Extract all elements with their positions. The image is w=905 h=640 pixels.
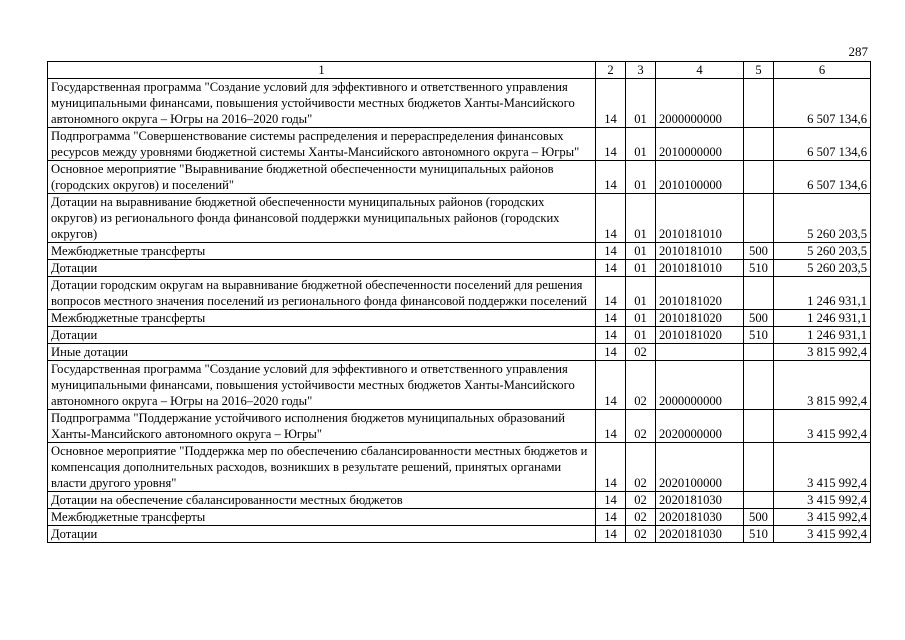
section-code: 14 (596, 443, 626, 492)
amount: 1 246 931,1 (774, 310, 871, 327)
subsection-code: 01 (626, 277, 656, 310)
expense-type-code (744, 361, 774, 410)
expense-type-code: 510 (744, 526, 774, 543)
section-code: 14 (596, 128, 626, 161)
expense-type-code: 500 (744, 243, 774, 260)
section-code: 14 (596, 526, 626, 543)
budget-table (47, 61, 871, 543)
target-article-code (656, 344, 744, 361)
subsection-code: 02 (626, 344, 656, 361)
table-row (48, 79, 871, 128)
table-row (48, 361, 871, 410)
amount: 3 415 992,4 (774, 410, 871, 443)
row-name: Подпрограмма "Поддержание устойчивого исполнения бюджетов муниципальных образований Ханты-Мансийского автономного округа – Югры" (48, 410, 596, 443)
subsection-code: 02 (626, 526, 656, 543)
subsection-code: 02 (626, 509, 656, 526)
section-code: 14 (596, 79, 626, 128)
column-header: 1 (48, 62, 596, 79)
row-name: Дотации (48, 260, 596, 277)
subsection-code: 01 (626, 327, 656, 344)
section-code: 14 (596, 344, 626, 361)
amount: 6 507 134,6 (774, 161, 871, 194)
amount: 3 415 992,4 (774, 509, 871, 526)
row-name: Межбюджетные трансферты (48, 509, 596, 526)
target-article-code: 2000000000 (656, 79, 744, 128)
column-header: 6 (774, 62, 871, 79)
expense-type-code (744, 161, 774, 194)
amount: 6 507 134,6 (774, 128, 871, 161)
amount: 3 815 992,4 (774, 344, 871, 361)
row-name: Иные дотации (48, 344, 596, 361)
row-name: Подпрограмма "Совершенствование системы распределения и перераспределения финансовых ресурсов между уровнями бюджетной системы Ханты-Мансийского автономного округа – Югры" (48, 128, 596, 161)
target-article-code: 2010181020 (656, 310, 744, 327)
table-row (48, 526, 871, 543)
row-name: Государственная программа "Создание условий для эффективного и ответственного управления муниципальными финансами, повышения устойчивости местных бюджетов Ханты-Мансийского автономного округа – Югры на 2016–2020 годы" (48, 361, 596, 410)
row-name: Межбюджетные трансферты (48, 310, 596, 327)
section-code: 14 (596, 509, 626, 526)
expense-type-code (744, 410, 774, 443)
row-name: Основное мероприятие "Выравнивание бюджетной обеспеченности муниципальных районов (городских округов) и поселений" (48, 161, 596, 194)
target-article-code: 2010000000 (656, 128, 744, 161)
section-code: 14 (596, 361, 626, 410)
amount: 5 260 203,5 (774, 243, 871, 260)
table-row (48, 260, 871, 277)
table-row (48, 327, 871, 344)
expense-type-code (744, 492, 774, 509)
subsection-code: 01 (626, 260, 656, 277)
section-code: 14 (596, 260, 626, 277)
subsection-code: 01 (626, 161, 656, 194)
column-header: 4 (656, 62, 744, 79)
amount: 6 507 134,6 (774, 79, 871, 128)
section-code: 14 (596, 492, 626, 509)
column-header: 2 (596, 62, 626, 79)
table-row (48, 443, 871, 492)
row-name: Дотации (48, 327, 596, 344)
target-article-code: 2010181010 (656, 194, 744, 243)
target-article-code: 2020181030 (656, 509, 744, 526)
row-name: Государственная программа "Создание условий для эффективного и ответственного управления муниципальными финансами, повышения устойчивости местных бюджетов Ханты-Мансийского автономного округа – Югры на 2016–2020 годы" (48, 79, 596, 128)
header-row (48, 62, 871, 79)
subsection-code: 01 (626, 310, 656, 327)
subsection-code: 01 (626, 79, 656, 128)
section-code: 14 (596, 277, 626, 310)
table-row (48, 492, 871, 509)
amount: 1 246 931,1 (774, 327, 871, 344)
target-article-code: 2010181020 (656, 277, 744, 310)
target-article-code: 2020181030 (656, 526, 744, 543)
row-name: Дотации на обеспечение сбалансированности местных бюджетов (48, 492, 596, 509)
target-article-code: 2010100000 (656, 161, 744, 194)
column-header: 3 (626, 62, 656, 79)
row-name: Основное мероприятие "Поддержка мер по обеспечению сбалансированности местных бюджетов и компенсация дополнительных расходов, возникших в результате решений, принятых органами власти другого уровня" (48, 443, 596, 492)
subsection-code: 02 (626, 443, 656, 492)
subsection-code: 02 (626, 492, 656, 509)
target-article-code: 2020181030 (656, 492, 744, 509)
amount: 3 415 992,4 (774, 443, 871, 492)
table-row (48, 509, 871, 526)
target-article-code: 2020100000 (656, 443, 744, 492)
expense-type-code: 510 (744, 327, 774, 344)
target-article-code: 2010181010 (656, 260, 744, 277)
table-row (48, 410, 871, 443)
section-code: 14 (596, 410, 626, 443)
expense-type-code: 510 (744, 260, 774, 277)
row-name: Дотации на выравнивание бюджетной обеспеченности муниципальных районов (городских округов) из регионального фонда финансовой поддержки муниципальных районов (городских округов) (48, 194, 596, 243)
column-header: 5 (744, 62, 774, 79)
table-row (48, 310, 871, 327)
amount: 5 260 203,5 (774, 260, 871, 277)
subsection-code: 01 (626, 194, 656, 243)
table-row (48, 277, 871, 310)
section-code: 14 (596, 194, 626, 243)
amount: 1 246 931,1 (774, 277, 871, 310)
amount: 3 415 992,4 (774, 526, 871, 543)
table-row (48, 194, 871, 243)
target-article-code: 2020000000 (656, 410, 744, 443)
target-article-code: 2010181010 (656, 243, 744, 260)
section-code: 14 (596, 161, 626, 194)
expense-type-code (744, 128, 774, 161)
target-article-code: 2010181020 (656, 327, 744, 344)
target-article-code: 2000000000 (656, 361, 744, 410)
table-row (48, 161, 871, 194)
expense-type-code (744, 194, 774, 243)
amount: 3 815 992,4 (774, 361, 871, 410)
expense-type-code (744, 344, 774, 361)
section-code: 14 (596, 310, 626, 327)
expense-type-code (744, 277, 774, 310)
table-row (48, 243, 871, 260)
subsection-code: 01 (626, 243, 656, 260)
section-code: 14 (596, 327, 626, 344)
row-name: Дотации городским округам на выравнивание бюджетной обеспеченности поселений для решения вопросов местного значения поселений из регионального фонда финансовой поддержки поселений (48, 277, 596, 310)
expense-type-code (744, 443, 774, 492)
section-code: 14 (596, 243, 626, 260)
expense-type-code (744, 79, 774, 128)
amount: 3 415 992,4 (774, 492, 871, 509)
expense-type-code: 500 (744, 310, 774, 327)
amount: 5 260 203,5 (774, 194, 871, 243)
subsection-code: 01 (626, 128, 656, 161)
expense-type-code: 500 (744, 509, 774, 526)
subsection-code: 02 (626, 410, 656, 443)
table-row (48, 128, 871, 161)
row-name: Межбюджетные трансферты (48, 243, 596, 260)
row-name: Дотации (48, 526, 596, 543)
subsection-code: 02 (626, 361, 656, 410)
table-row (48, 344, 871, 361)
page-number: 287 (848, 44, 868, 59)
